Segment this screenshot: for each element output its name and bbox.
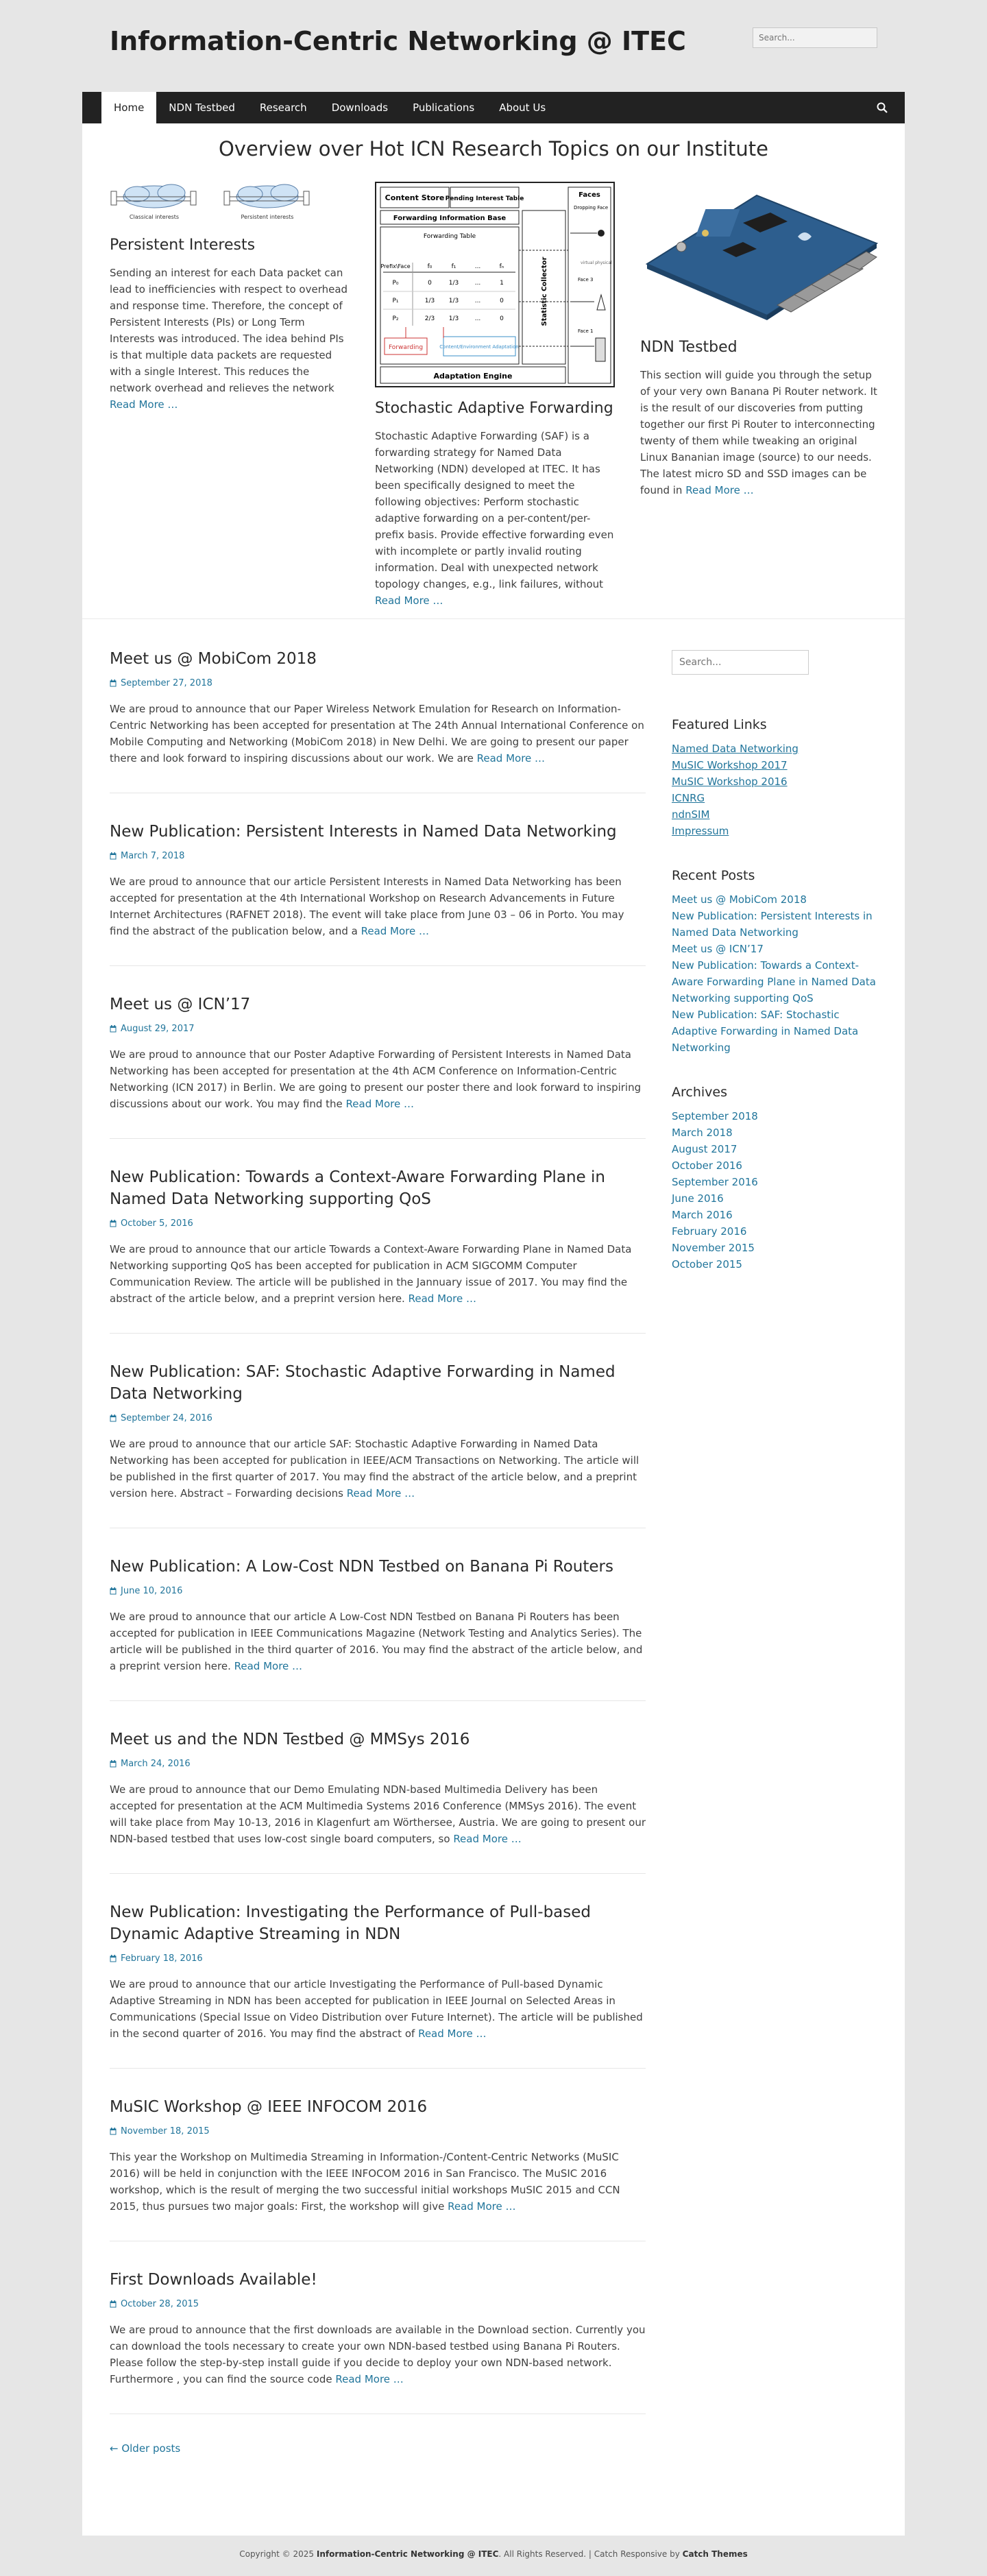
col-head-1: f₁ bbox=[451, 263, 456, 270]
widget-title: Recent Posts bbox=[672, 868, 755, 883]
featured-item-ndn-testbed bbox=[640, 182, 880, 498]
post-excerpt bbox=[110, 1241, 646, 1307]
virtual-physical-label: virtual physical bbox=[581, 261, 612, 265]
post-excerpt bbox=[110, 2149, 646, 2215]
featured-item-saf bbox=[375, 182, 615, 609]
post-list bbox=[110, 648, 646, 2455]
col-head-3: fₙ bbox=[499, 263, 504, 270]
read-more-link[interactable]: Read More … bbox=[345, 1098, 414, 1110]
sidebar bbox=[672, 650, 877, 1273]
classical-interests-cloud bbox=[111, 184, 196, 208]
post-title[interactable]: MuSIC Workshop @ IEEE INFOCOM 2016 bbox=[110, 2098, 428, 2116]
nav-item-ndn-testbed[interactable]: NDN Testbed bbox=[169, 101, 235, 114]
featured-item-title[interactable]: Persistent Interests bbox=[110, 237, 256, 254]
row-1-cell-3: 0 bbox=[500, 298, 504, 304]
recent-post-link[interactable]: New Publication: SAF: Stochastic Adaptive Forwarding in Named Data Networking bbox=[672, 1009, 859, 1054]
read-more-link[interactable]: Read More … bbox=[335, 2373, 404, 2385]
dropping-face-dot bbox=[598, 230, 605, 237]
post-excerpt bbox=[110, 874, 646, 939]
post-excerpt bbox=[110, 1046, 646, 1112]
post-article bbox=[110, 1166, 646, 1334]
featured-link-icnrg[interactable]: ICNRG bbox=[672, 792, 705, 804]
post-article bbox=[110, 648, 646, 793]
nav-item-about-us[interactable]: About Us bbox=[499, 101, 546, 114]
read-more-link[interactable]: Read More … bbox=[110, 398, 178, 411]
featured-item-persistent-interests bbox=[110, 182, 350, 413]
persistent-interests-image[interactable] bbox=[110, 182, 350, 224]
archive-link[interactable]: August 2017 bbox=[672, 1143, 738, 1155]
footer-rights: . All Rights Reserved. | Catch Responsive by bbox=[498, 2549, 680, 2559]
read-more-link[interactable]: Read More … bbox=[418, 2027, 487, 2040]
excerpt-text: We are proud to announce that our Poster Adaptive Forwarding of Persistent Interests in Named Data Networking has been accepted for presentation at the 4th ACM Conference on Information-Centric Networking (ICN 2017) in Berlin. We are going to present our poster there and look forward to inspiring discussions about our work. You may find the bbox=[110, 1048, 642, 1110]
widget-title: Featured Links bbox=[672, 717, 767, 732]
post-title[interactable]: New Publication: A Low-Cost NDN Testbed on Banana Pi Routers bbox=[110, 1558, 613, 1576]
post-article bbox=[110, 2096, 646, 2241]
featured-link-music-2016[interactable]: MuSIC Workshop 2016 bbox=[672, 775, 788, 788]
post-date[interactable] bbox=[110, 2299, 646, 2309]
featured-link-named-data-networking[interactable]: Named Data Networking bbox=[672, 743, 799, 755]
row-0-prefix: P₀ bbox=[392, 280, 399, 287]
col-head-2: ... bbox=[474, 263, 481, 270]
persistent-interests-cloud bbox=[224, 184, 309, 208]
read-more-link[interactable]: Read More … bbox=[685, 484, 754, 496]
excerpt-text: This section will guide you through the setup of your very own Banana Pi Router network. It is the result of our discoveries from putting together our first Pi Router to interconnecting twenty of them while tweaking an original Linux Bananian image (source) to our needs. The latest micro SD and SSD images can be found in bbox=[640, 369, 877, 496]
post-excerpt bbox=[110, 1976, 646, 2042]
featured-separator bbox=[82, 618, 905, 619]
excerpt-text: We are proud to announce that our article Investigating the Performance of Pull-based Dynamic Adaptive Streaming in NDN has been accepted for publication in IEEE Journal on Selected Areas in Communications (Special Issue on Video Distribution over Future Internet). The article will be published in the second quarter of 2016. You may find the abstract of bbox=[110, 1978, 643, 2040]
featured-content-title: Overview over Hot ICN Research Topics on our Institute bbox=[218, 137, 769, 160]
read-more-link[interactable]: Read More … bbox=[346, 1487, 415, 1500]
archive-link[interactable]: September 2018 bbox=[672, 1110, 758, 1122]
forwarding-table-label: Forwarding Table bbox=[423, 233, 476, 240]
col-head-0: f₀ bbox=[427, 263, 432, 270]
row-1-cell-2: ... bbox=[474, 298, 481, 304]
post-date[interactable] bbox=[110, 1413, 646, 1423]
read-more-link[interactable]: Read More … bbox=[448, 2200, 516, 2213]
row-1-cell-1: 1/3 bbox=[448, 298, 459, 304]
featured-link-music-2017[interactable]: MuSIC Workshop 2017 bbox=[672, 759, 788, 771]
post-title[interactable]: Meet us and the NDN Testbed @ MMSys 2016 bbox=[110, 1731, 470, 1748]
read-more-link[interactable]: Read More … bbox=[408, 1292, 477, 1305]
featured-links-widget bbox=[672, 717, 877, 839]
archive-link[interactable]: March 2018 bbox=[672, 1127, 733, 1139]
network-port-icon bbox=[596, 338, 605, 361]
post-title[interactable]: New Publication: Persistent Interests in Named Data Networking bbox=[110, 823, 617, 841]
footer-theme-link[interactable]: Catch Themes bbox=[682, 2549, 748, 2559]
adaptation-engine-label: Adaptation Engine bbox=[433, 372, 513, 381]
post-article bbox=[110, 1729, 646, 1874]
excerpt-text: We are proud to announce that our article Towards a Context-Aware Forwarding Plane in Named Data Networking supporting QoS has been accepted for publication in ACM SIGCOMM Computer Communication Review. The article will be published in the Jannuary issue of 2017. You may find the abstract of the article below, and a preprint version here. bbox=[110, 1243, 632, 1305]
read-more-link[interactable]: Read More … bbox=[453, 1833, 522, 1845]
calendar-icon bbox=[110, 852, 117, 860]
post-article bbox=[110, 821, 646, 966]
read-more-link[interactable]: Read More … bbox=[476, 752, 546, 765]
post-date-text[interactable]: November 18, 2015 bbox=[121, 2126, 210, 2136]
read-more-link[interactable]: Read More … bbox=[375, 594, 443, 607]
excerpt-text: Stochastic Adaptive Forwarding (SAF) is a forwarding strategy for Named Data Networking (NDN) developed at ITEC. It has been specifically designed to meet the following objectives: Perform stochastic adaptive forwarding on a per-content/per-prefix basis. Provide effective forwarding even with incomplete or partly invalid routing information. Deal with unexpected network topology changes, e.g., link failures, without bbox=[375, 430, 614, 590]
nav-item-research[interactable]: Research bbox=[259, 101, 307, 114]
archive-link[interactable]: February 2016 bbox=[672, 1225, 747, 1238]
excerpt-text: We are proud to announce that our Demo Emulating NDN-based Multimedia Delivery has been accepted for presentation at the ACM Multimedia Systems 2016 Conference (MMSys 2016). The event will take place from May 10-13, 2016 in Klagenfurt am Wörthersee, Austria. We are going to present our NDN-based testbed that uses low-cost single board computers, so bbox=[110, 1783, 646, 1845]
post-article bbox=[110, 1361, 646, 1528]
calendar-icon bbox=[110, 1415, 117, 1422]
archives-widget bbox=[672, 1085, 877, 1273]
site-title[interactable]: Information-Centric Networking @ ITEC bbox=[110, 26, 686, 56]
post-article bbox=[110, 1901, 646, 2069]
featured-link-ndnsim[interactable]: ndnSIM bbox=[672, 808, 710, 821]
post-title[interactable]: Meet us @ ICN’17 bbox=[110, 996, 251, 1013]
post-date[interactable] bbox=[110, 678, 646, 688]
nav-item-publications[interactable]: Publications bbox=[413, 101, 475, 114]
recent-post-link[interactable]: Meet us @ MobiCom 2018 bbox=[672, 893, 807, 906]
post-date-text[interactable]: September 27, 2018 bbox=[121, 678, 212, 688]
post-date[interactable] bbox=[110, 1586, 646, 1596]
archive-link[interactable]: June 2016 bbox=[672, 1192, 724, 1205]
older-posts-link[interactable]: ← Older posts bbox=[110, 2442, 181, 2455]
recent-posts-widget bbox=[672, 868, 877, 1056]
read-more-link[interactable]: Read More … bbox=[361, 925, 430, 937]
face-3-label: Face 3 bbox=[578, 277, 594, 282]
post-title[interactable]: New Publication: Investigating the Performance of Pull-based Dynamic Adaptive Streaming in NDN bbox=[110, 1903, 592, 1943]
content-store-label: Content Store bbox=[385, 193, 445, 202]
post-date[interactable] bbox=[110, 2126, 646, 2136]
main-navigation bbox=[82, 92, 905, 123]
sidebar-search-input[interactable] bbox=[672, 650, 809, 675]
dropping-face-label: Dropping Face bbox=[574, 205, 609, 210]
post-date-text[interactable]: March 24, 2016 bbox=[121, 1759, 191, 1769]
post-date[interactable] bbox=[110, 1953, 646, 1964]
faces-label: Faces bbox=[578, 191, 600, 199]
footer-site-link[interactable]: Information-Centric Networking @ ITEC bbox=[316, 2549, 499, 2559]
post-date-text[interactable]: February 18, 2016 bbox=[121, 1953, 203, 1964]
post-date[interactable] bbox=[110, 1759, 646, 1769]
excerpt-text: This year the Workshop on Multimedia Streaming in Information-/Content-Centric Networks (MuSIC 2016) will be held in conjunction with the IEEE INFOCOM 2016 in San Francisco. The MuSIC 2016 workshop, which is the result of merging the two successful initial workshops MuSIC 2015 and CCN 2015, thus pursues two major goals: First, the workshop will give bbox=[110, 2151, 620, 2213]
fib-label: Forwarding Information Base bbox=[393, 215, 507, 222]
classical-interests-label: Classical interests bbox=[129, 214, 180, 220]
ccaa-label: Content/Environment Adaptation bbox=[439, 344, 519, 350]
widget-title: Archives bbox=[672, 1085, 727, 1100]
post-title[interactable]: New Publication: Towards a Context-Aware Forwarding Plane in Named Data Networking supporting QoS bbox=[110, 1168, 605, 1208]
featured-item-title[interactable]: NDN Testbed bbox=[640, 339, 738, 356]
prefix-face-label: Prefix\Face bbox=[380, 263, 411, 269]
read-more-link[interactable]: Read More … bbox=[234, 1660, 303, 1672]
archive-link[interactable]: September 2016 bbox=[672, 1176, 758, 1188]
posts-container bbox=[110, 648, 646, 2414]
statistic-collector-label: Statistic Collector bbox=[541, 256, 548, 326]
row-2-cell-0: 2/3 bbox=[424, 315, 435, 322]
nav-item-downloads[interactable]: Downloads bbox=[331, 101, 389, 114]
post-excerpt bbox=[110, 1609, 646, 1674]
excerpt-text: We are proud to announce that the first downloads are available in the Download section. Currently you can download the tools necessary to create your own NDN-based testbed using Banana Pi Routers. Please follow the step-by-step install guide if you decide to deploy your own NDN-based network. Furthermore , you can find the source code bbox=[110, 2324, 646, 2385]
post-excerpt bbox=[110, 701, 646, 767]
calendar-icon bbox=[110, 2128, 117, 2135]
calendar-icon bbox=[110, 679, 117, 687]
banana-pi-router-image[interactable] bbox=[640, 182, 880, 322]
featured-item-title[interactable]: Stochastic Adaptive Forwarding bbox=[375, 400, 613, 417]
post-title[interactable]: New Publication: SAF: Stochastic Adaptive Forwarding in Named Data Networking bbox=[110, 1363, 616, 1403]
post-date-text[interactable]: September 24, 2016 bbox=[121, 1413, 212, 1423]
archive-link[interactable]: November 2015 bbox=[672, 1242, 755, 1254]
calendar-icon bbox=[110, 2300, 117, 2308]
post-date-text[interactable]: October 5, 2016 bbox=[121, 1218, 193, 1229]
post-title[interactable]: First Downloads Available! bbox=[110, 2271, 317, 2289]
recent-post-link[interactable]: Meet us @ ICN’17 bbox=[672, 943, 764, 955]
site-footer bbox=[0, 2549, 987, 2559]
excerpt-text: We are proud to announce that our article Persistent Interests in Named Data Networking has been accepted for presentation at the 4th International Workshop on Research Advancements in Future Internet Architectures (RAFNET 2018). The event will take place from June 03 – 06 in Porto. You may find the abstract of the publication below, and a bbox=[110, 876, 624, 937]
excerpt-text: We are proud to announce that our article SAF: Stochastic Adaptive Forwarding in Named Data Networking has been accepted for publication in IEEE/ACM Transactions on Networking. The article will be published in the first quarter of 2017. You may find the abstract of the article below, and a preprint version here. Abstract – Forwarding decisions bbox=[110, 1438, 639, 1500]
post-date-text[interactable]: March 7, 2018 bbox=[121, 851, 185, 861]
archive-link[interactable]: March 2016 bbox=[672, 1209, 733, 1221]
excerpt-text: Sending an interest for each Data packet can lead to inefficiencies with respect to overhead and response time. Therefore, the concept of Persistent Interests (PIs) or Long Term Interests was introduced. The idea behind PIs is that multiple data packets are requested with a single Interest. This reduces the network overhead and relieves the network bbox=[110, 267, 348, 394]
archive-link[interactable]: October 2015 bbox=[672, 1258, 742, 1271]
post-excerpt bbox=[110, 1436, 646, 1502]
featured-item-excerpt bbox=[375, 428, 615, 609]
excerpt-text: We are proud to announce that our Paper Wireless Network Emulation for Research on Information-Centric Networking has been accepted for presentation at The 24th Annual International Conference on Mobile Computing and Networking (MobiCom 2018) in New Delhi. We are going to present our paper there and look forward to inspiring discussions about our work. We are bbox=[110, 703, 644, 765]
page-content bbox=[82, 123, 905, 2536]
post-article bbox=[110, 1556, 646, 1701]
row-2-cell-2: ... bbox=[474, 315, 481, 322]
calendar-icon bbox=[110, 1955, 117, 1962]
calendar-icon bbox=[110, 1025, 117, 1033]
calendar-icon bbox=[110, 1220, 117, 1227]
post-article bbox=[110, 994, 646, 1139]
post-date[interactable] bbox=[110, 1024, 646, 1034]
excerpt-text: We are proud to announce that our article A Low-Cost NDN Testbed on Banana Pi Routers has been accepted for publication in IEEE Communications Magazine (Network Testing and Analytics Series). The article will be published in the third quarter of 2016. You may find the abstract of the article below, and a preprint version here. bbox=[110, 1611, 643, 1672]
row-2-cell-1: 1/3 bbox=[448, 315, 459, 322]
row-1-cell-0: 1/3 bbox=[424, 298, 435, 304]
calendar-icon bbox=[110, 1587, 117, 1595]
row-2-prefix: P₂ bbox=[392, 315, 399, 322]
row-0-cell-0: 0 bbox=[428, 280, 432, 287]
forwarding-label: Forwarding bbox=[388, 344, 424, 351]
post-date-text[interactable]: June 10, 2016 bbox=[121, 1586, 183, 1596]
post-date-text[interactable]: August 29, 2017 bbox=[121, 1024, 195, 1034]
row-2-cell-3: 0 bbox=[500, 315, 504, 322]
pit-label: Pending Interest Table bbox=[445, 195, 524, 202]
persistent-interests-label: Persistent interests bbox=[241, 214, 294, 220]
post-article bbox=[110, 2269, 646, 2414]
row-0-cell-2: ... bbox=[474, 280, 481, 287]
post-date[interactable] bbox=[110, 851, 646, 861]
footer-copyright: Copyright © 2025 bbox=[239, 2549, 315, 2559]
featured-item-excerpt bbox=[640, 367, 880, 498]
search-icon[interactable] bbox=[876, 101, 888, 114]
post-date-text[interactable]: October 28, 2015 bbox=[121, 2299, 199, 2309]
row-0-cell-1: 1/3 bbox=[448, 280, 459, 287]
recent-post-link[interactable]: New Publication: Towards a Context-Aware Forwarding Plane in Named Data Networking supporting QoS bbox=[672, 959, 876, 1004]
post-date[interactable] bbox=[110, 1218, 646, 1229]
header-search-input[interactable] bbox=[753, 27, 877, 48]
post-title[interactable]: Meet us @ MobiCom 2018 bbox=[110, 650, 317, 668]
featured-item-excerpt bbox=[110, 265, 350, 413]
featured-link-impressum[interactable]: Impressum bbox=[672, 825, 729, 837]
post-excerpt bbox=[110, 1781, 646, 1847]
nav-item-home[interactable]: Home bbox=[101, 92, 156, 123]
row-0-cell-3: 1 bbox=[500, 280, 504, 287]
saf-diagram-image[interactable] bbox=[375, 182, 615, 387]
row-1-prefix: P₁ bbox=[392, 298, 399, 304]
archive-link[interactable]: October 2016 bbox=[672, 1159, 742, 1172]
recent-post-link[interactable]: New Publication: Persistent Interests in Named Data Networking bbox=[672, 910, 873, 939]
face-1-label: Face 1 bbox=[578, 328, 594, 334]
calendar-icon bbox=[110, 1760, 117, 1768]
post-excerpt bbox=[110, 2322, 646, 2387]
